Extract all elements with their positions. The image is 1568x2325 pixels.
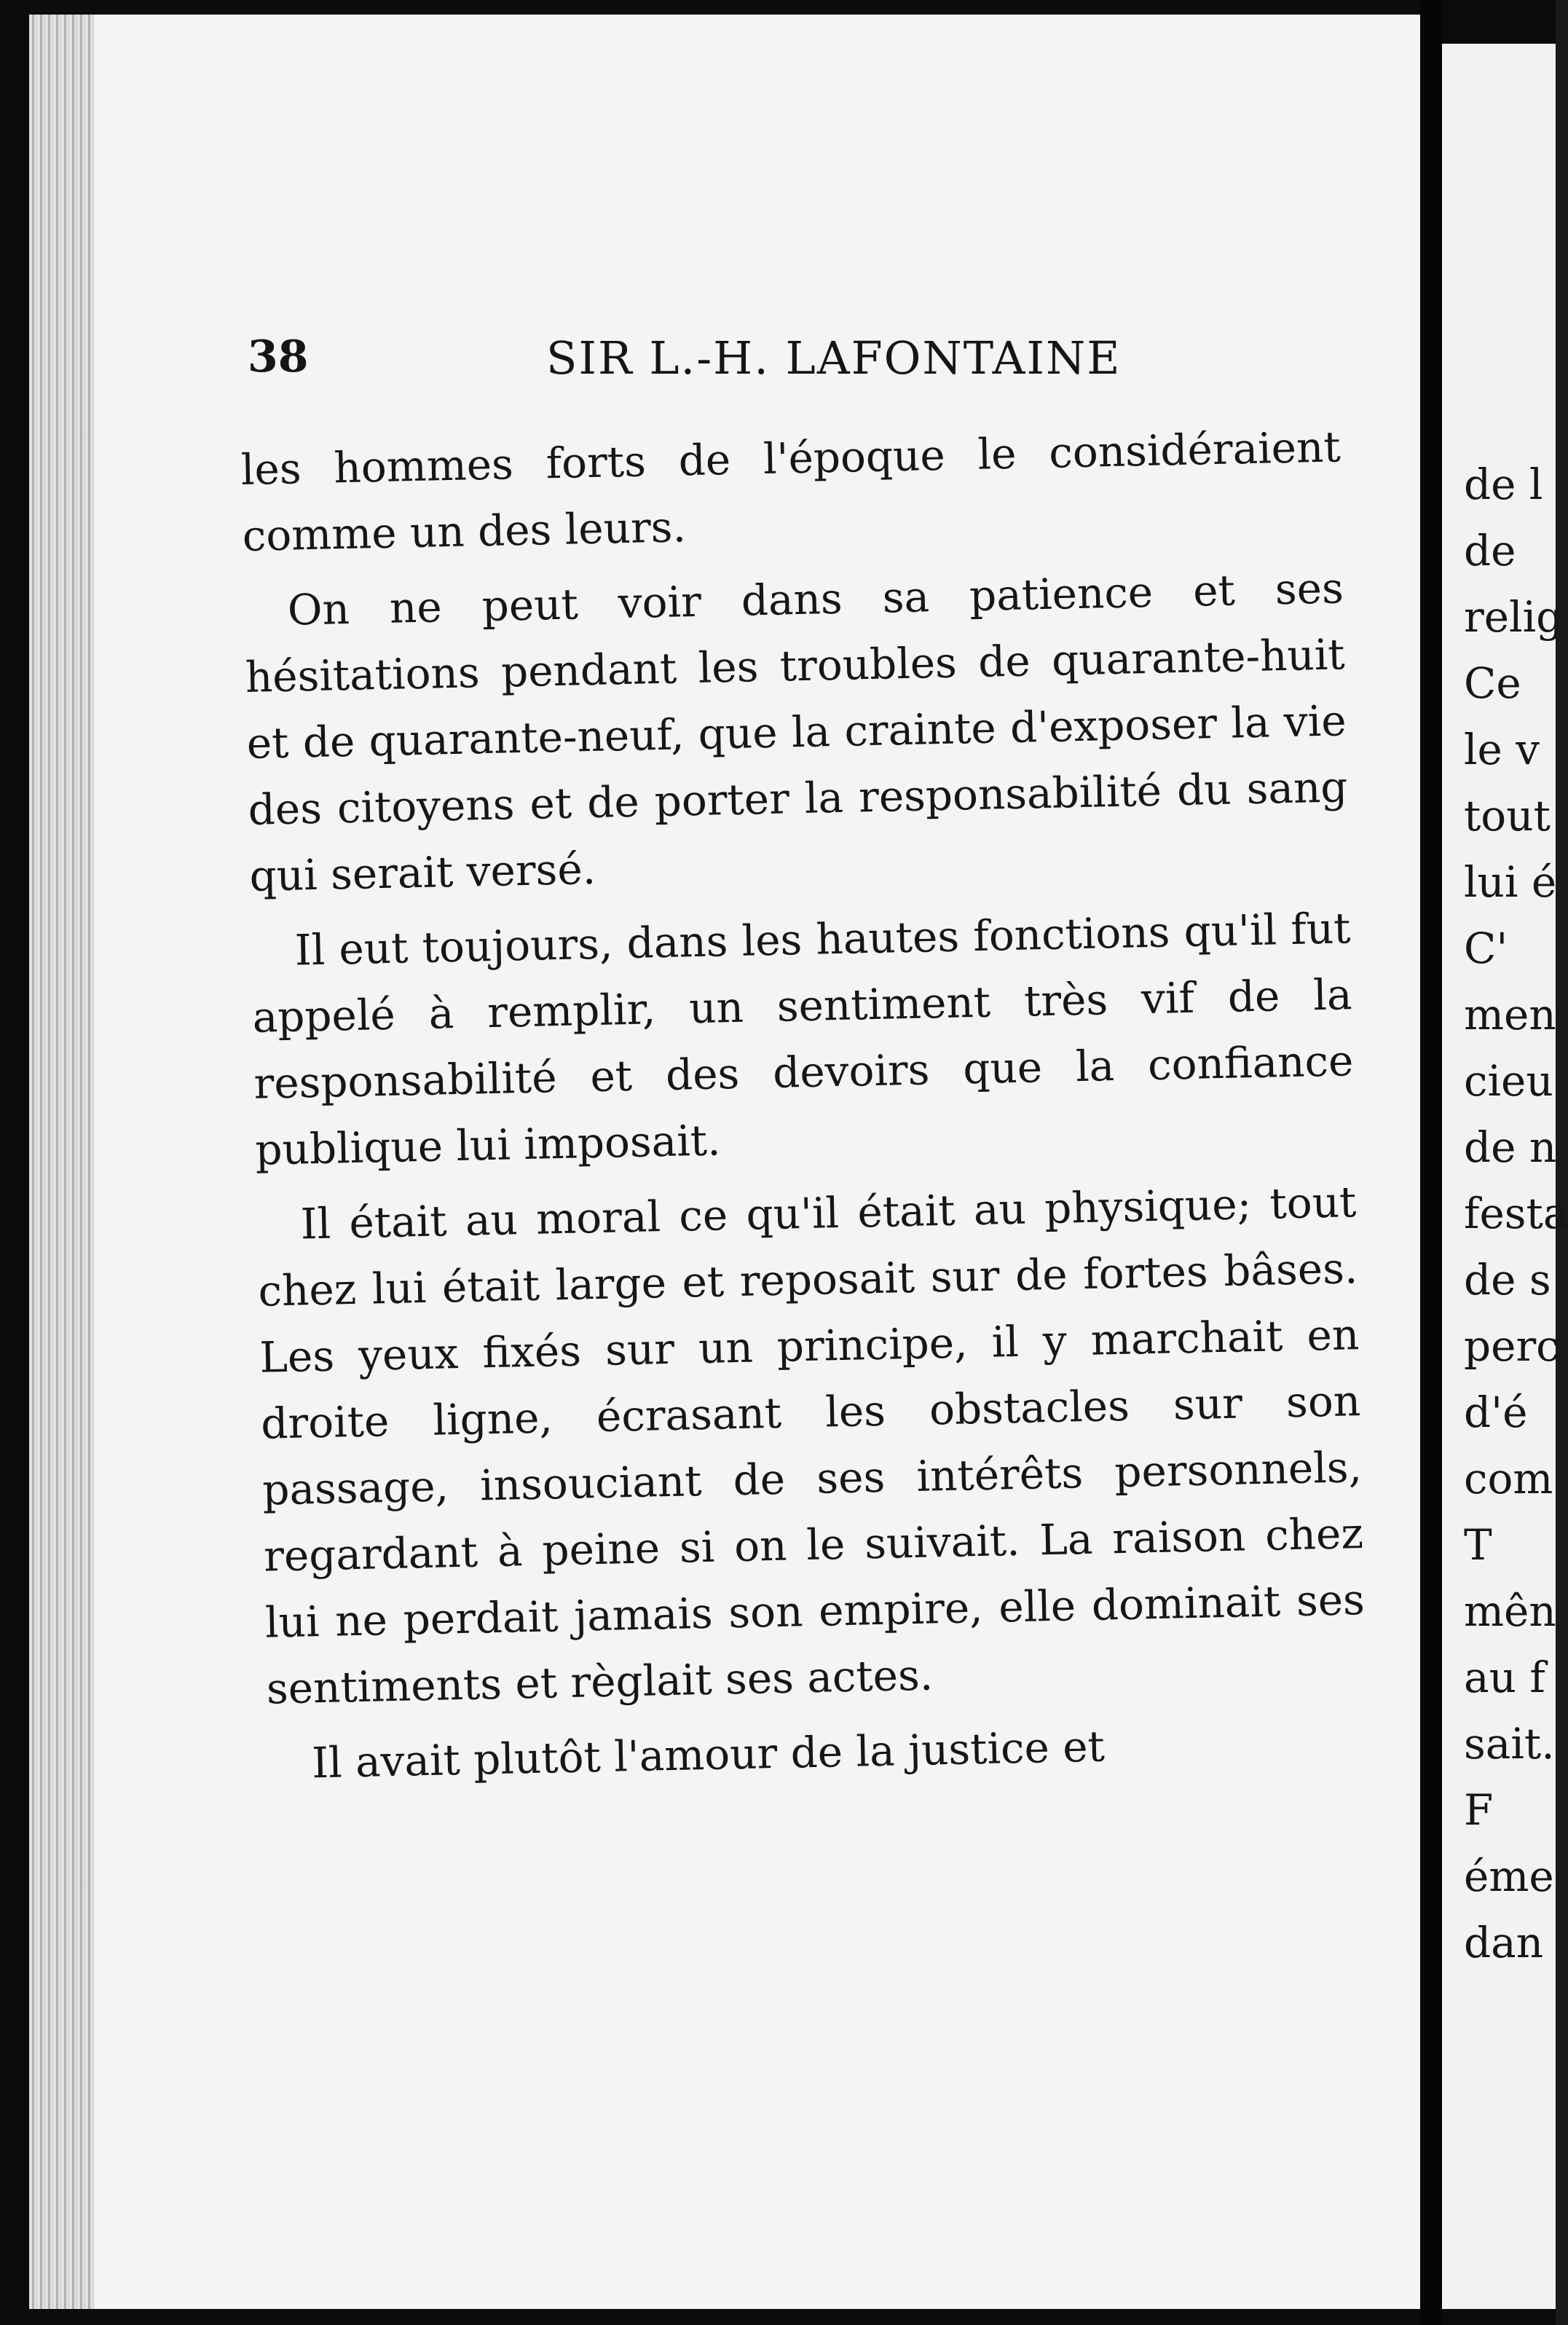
facing-line: tout — [1464, 791, 1551, 841]
facing-line: éme — [1464, 1852, 1554, 1901]
paragraph: Il eut toujours, dans les hautes fonctions qu'il fut appelé à remplir, un sentiment très vif de la responsabilité et des devoirs que la confiance publique lui imposait. — [251, 903, 1354, 1175]
facing-line: de s — [1464, 1255, 1551, 1305]
facing-page-text — [1464, 452, 1568, 1976]
page-number: 38 — [248, 331, 309, 382]
paragraph: Il était au moral ce qu'il était au physique; tout chez lui était large et reposait sur de fortes bâses. Les yeux fixés sur un principe, il y marchait en droite ligne, écrasant les obstacles sur son passage, insouciant de ses intérêts personnels, regardant à peine si on le suivait. La raison chez lui ne perdait jamais son empire, elle dominait ses sentiments et règlait ses actes. — [257, 1177, 1366, 1714]
facing-line: sait. — [1464, 1719, 1555, 1769]
facing-page — [1442, 44, 1568, 2309]
facing-line: d'é — [1464, 1388, 1528, 1437]
facing-line: au f — [1464, 1653, 1545, 1702]
running-title: SIR L.-H. LAFONTAINE — [546, 331, 1122, 385]
paragraph: Il avait plutôt l'amour de la justice et — [311, 1721, 1106, 1788]
facing-line: T — [1464, 1520, 1492, 1570]
facing-line: relig — [1464, 592, 1564, 642]
paragraph: On ne peut voir dans sa patience et ses hésitations pendant les troubles de quarante-huit et de quarante-neuf, que la crainte d'exposer la vie des citoyens et de porter la responsabilité du sang qui serait versé. — [245, 563, 1349, 901]
facing-line: festa — [1464, 1189, 1568, 1238]
paragraph: les hommes forts de l'époque le considéraient comme un des leurs. — [240, 422, 1342, 561]
facing-line: com — [1464, 1454, 1553, 1503]
facing-line: le v — [1464, 725, 1540, 774]
facing-line: dan — [1464, 1918, 1544, 1967]
facing-line: de — [1464, 526, 1516, 575]
facing-line: cieu — [1464, 1056, 1553, 1106]
facing-line: lui é — [1464, 857, 1557, 907]
facing-line: de n — [1464, 1122, 1557, 1172]
book-gutter — [1420, 0, 1442, 2325]
running-head — [248, 331, 1253, 390]
facing-line: perc — [1464, 1321, 1560, 1371]
facing-line: Ce — [1464, 658, 1521, 708]
facing-line: mên — [1464, 1586, 1556, 1636]
body-text — [240, 414, 1368, 1806]
facing-line: de l — [1464, 460, 1543, 509]
facing-line: C' — [1464, 924, 1508, 973]
facing-line: men — [1464, 990, 1556, 1039]
facing-line: F — [1464, 1785, 1494, 1835]
